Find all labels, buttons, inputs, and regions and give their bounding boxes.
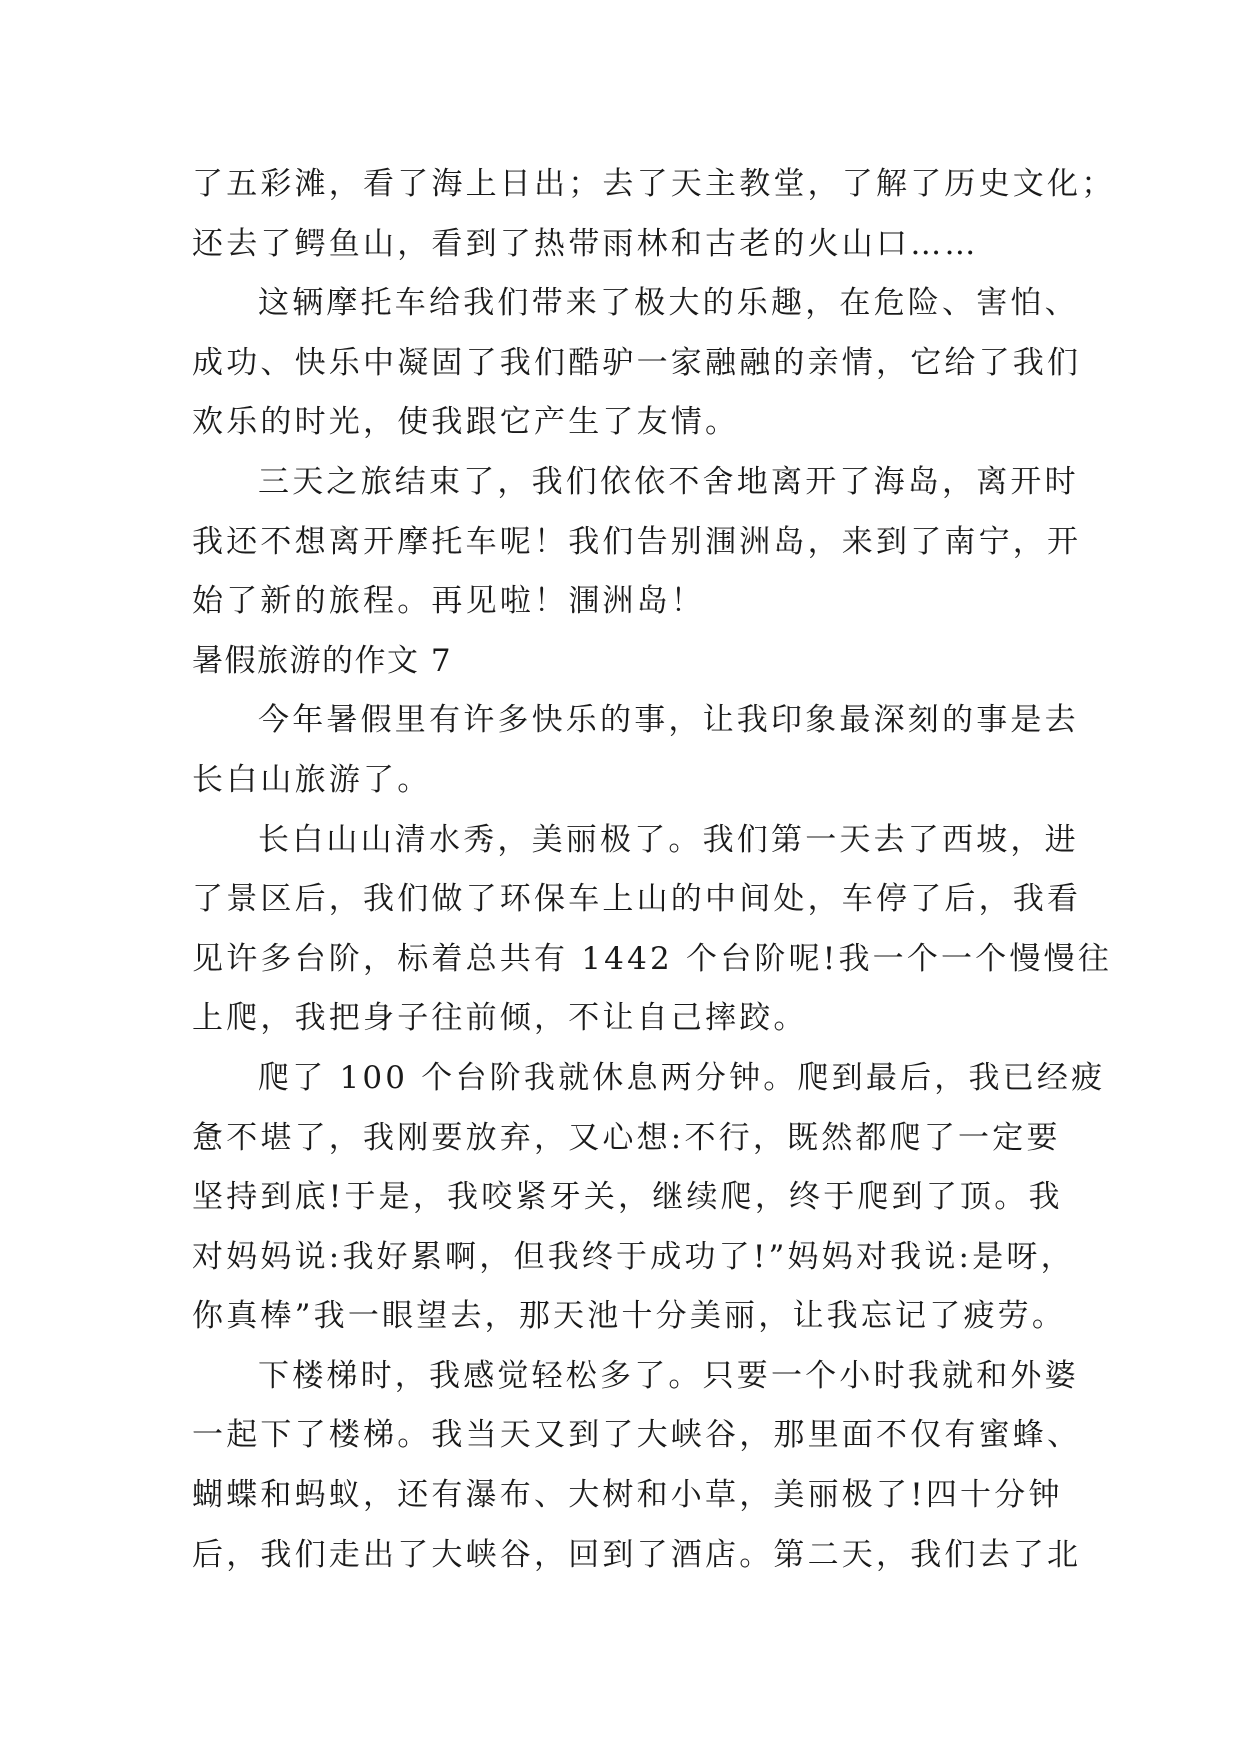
text-line: 上爬，我把身子往前倾，不让自己摔跤。 xyxy=(192,1000,808,1037)
text-line: 欢乐的时光，使我跟它产生了友情。 xyxy=(192,404,740,441)
text-line: 成功、快乐中凝固了我们酷驴一家融融的亲情，它给了我们 xyxy=(192,344,1082,381)
paragraph-start-line: 这辆摩托车给我们带来了极大的乐趣，在危险、害怕、 xyxy=(258,285,1079,322)
text-line: 长白山旅游了。 xyxy=(192,761,432,798)
paragraph-start-line: 三天之旅结束了，我们依依不舍地离开了海岛，离开时 xyxy=(258,463,1079,500)
text-line: 你真棒”我一眼望去，那天池十分美丽，让我忘记了疲劳。 xyxy=(192,1298,1067,1335)
text-line: 了景区后，我们做了环保车上山的中间处，车停了后，我看 xyxy=(192,881,1082,918)
text-line: 还去了鳄鱼山，看到了热带雨林和古老的火山口…… xyxy=(192,225,979,262)
section-heading: 暑假旅游的作文 7 xyxy=(192,642,453,679)
text-line: 了五彩滩，看了海上日出；去了天主教堂，了解了历史文化； xyxy=(192,166,1116,202)
text-line: 始了新的旅程。再见啦！涠洲岛！ xyxy=(192,583,705,620)
paragraph-start-line: 长白山山清水秀，美丽极了。我们第一天去了西坡，进 xyxy=(258,821,1079,858)
text-line: 坚持到底!于是，我咬紧牙关，继续爬，终于爬到了顶。我 xyxy=(192,1179,1063,1216)
paragraph-start-line: 爬了 100 个台阶我就休息两分钟。爬到最后，我已经疲 xyxy=(258,1059,1106,1096)
text-line: 我还不想离开摩托车呢！我们告别涠洲岛，来到了南宁，开 xyxy=(192,523,1082,560)
text-line: 一起下了楼梯。我当天又到了大峡谷，那里面不仅有蜜蜂、 xyxy=(192,1417,1082,1454)
text-line: 蝴蝶和蚂蚁，还有瀑布、大树和小草，美丽极了!四十分钟 xyxy=(192,1477,1063,1514)
essay-text xyxy=(192,155,1116,1585)
text-line: 惫不堪了，我刚要放弃，又心想:不行，既然都爬了一定要 xyxy=(192,1119,1061,1156)
text-line: 见许多台阶，标着总共有 1442 个台阶呢!我一个一个慢慢往 xyxy=(192,940,1113,977)
paragraph-start-line: 今年暑假里有许多快乐的事，让我印象最深刻的事是去 xyxy=(258,702,1079,739)
text-line: 对妈妈说:我好累啊，但我终于成功了!”妈妈对我说:是呀， xyxy=(192,1238,1075,1275)
paragraph-start-line: 下楼梯时，我感觉轻松多了。只要一个小时我就和外婆 xyxy=(258,1357,1079,1394)
text-line: 后，我们走出了大峡谷，回到了酒店。第二天，我们去了北 xyxy=(192,1536,1082,1573)
